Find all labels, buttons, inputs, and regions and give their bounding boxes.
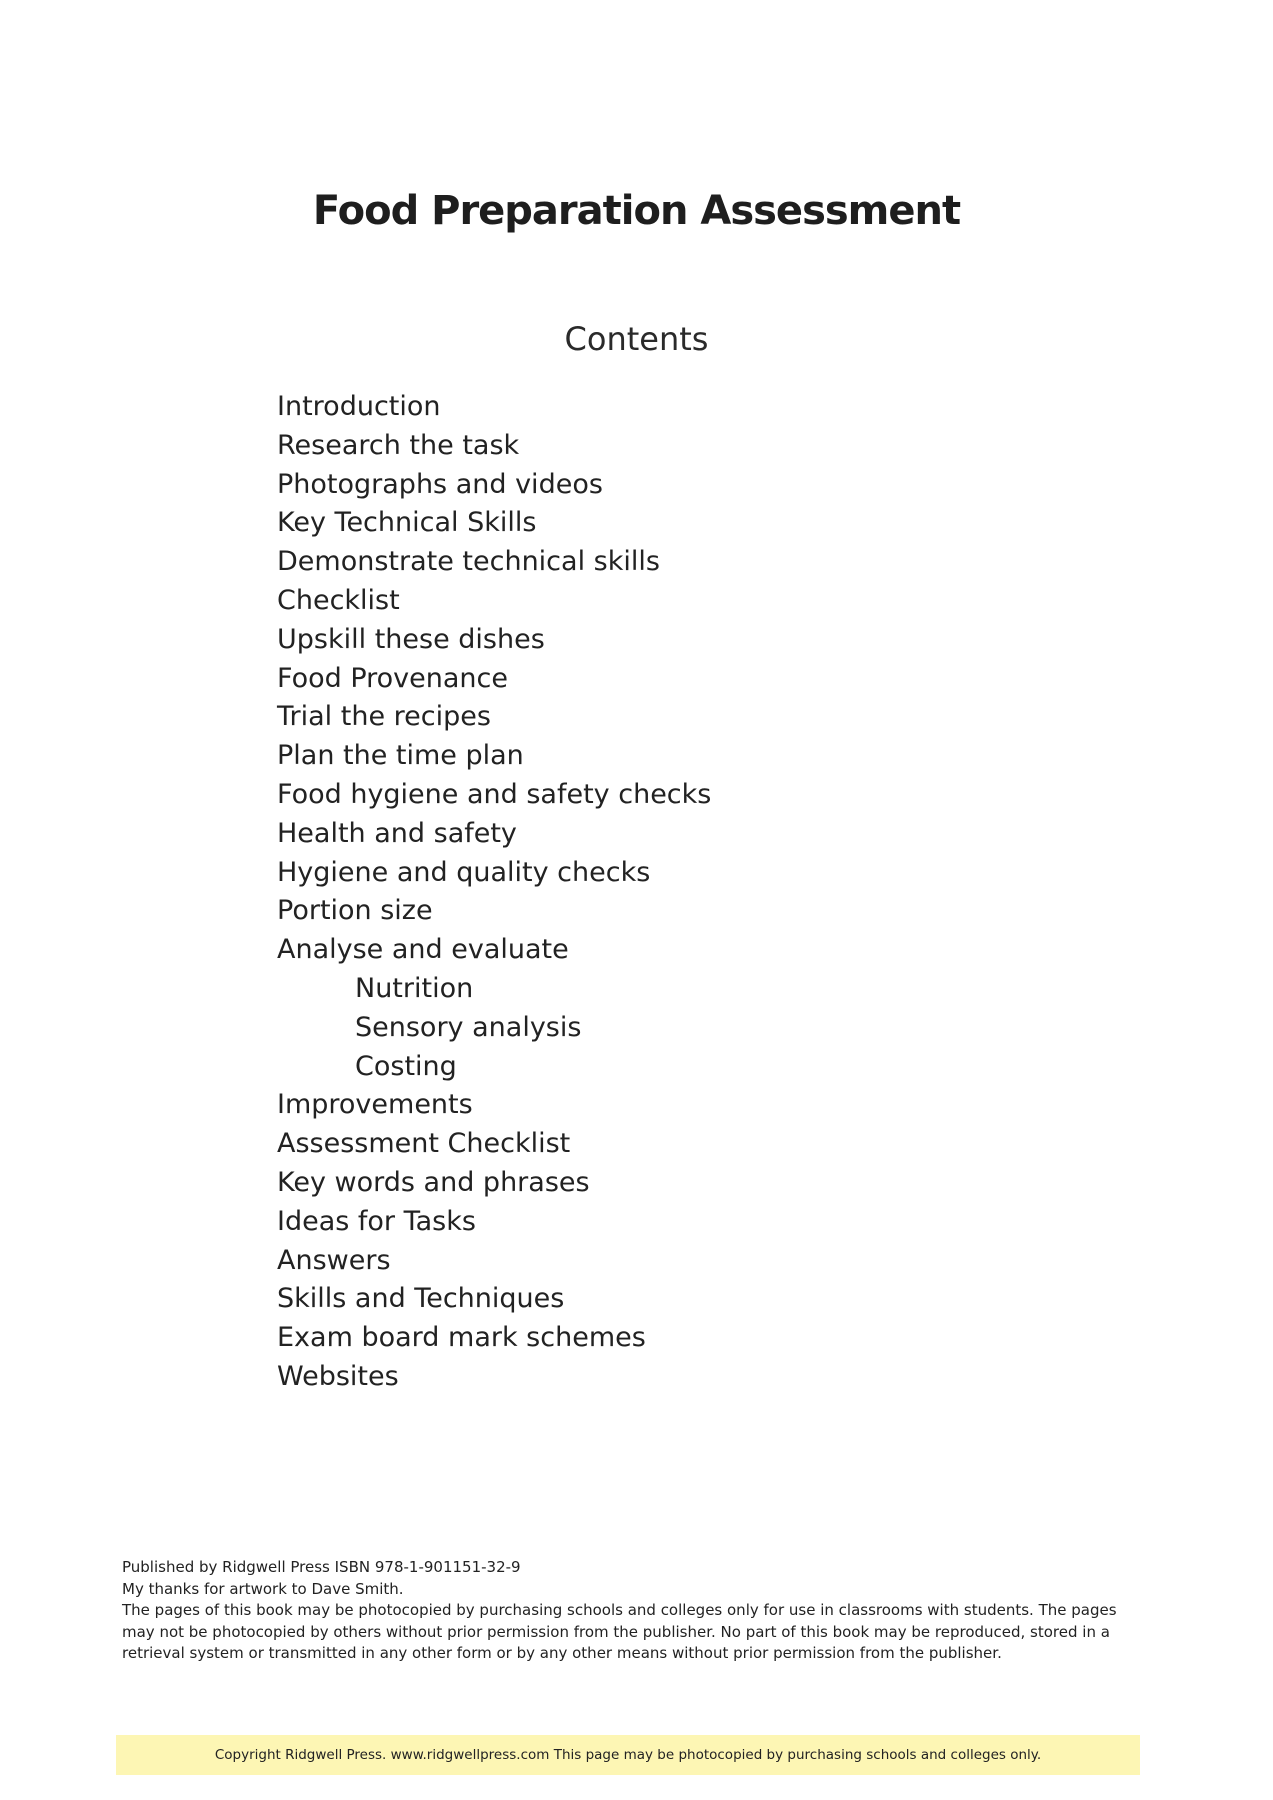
- toc-item: Websites: [277, 1360, 399, 1392]
- toc-item: Food Provenance: [277, 662, 508, 694]
- toc-item: Key words and phrases: [277, 1166, 590, 1198]
- artwork-credit: My thanks for artwork to Dave Smith.: [122, 1579, 404, 1598]
- toc-item: Answers: [277, 1244, 391, 1276]
- toc-item: Ideas for Tasks: [277, 1205, 476, 1237]
- publisher-line: Published by Ridgwell Press ISBN 978-1-901151-32-9: [122, 1558, 521, 1576]
- toc-item: Food hygiene and safety checks: [277, 778, 712, 810]
- toc-item: Health and safety: [277, 817, 517, 849]
- footer-band: [116, 1735, 1140, 1775]
- toc-item: Research the task: [277, 429, 520, 461]
- toc-item: Demonstrate technical skills: [277, 546, 660, 578]
- footer-copyright: Copyright Ridgwell Press. www.ridgwellpress.com This page may be photocopied by purchasing schools and colleges only.: [214, 1747, 1042, 1763]
- publisher-info: [122, 1557, 1152, 1665]
- toc-item: Upskill these dishes: [277, 623, 545, 655]
- copyright-notice: The pages of this book may be photocopied by purchasing schools and colleges only for use in classrooms with students. The pages may not be photocopied by others without prior permission from the publisher. No part of this book may be reproduced, stored in a retrieval system or transmitted in any other form or by any other means without prior permission from the publisher.: [122, 1601, 1117, 1663]
- toc-item: Assessment Checklist: [277, 1128, 571, 1160]
- toc-item: Hygiene and quality checks: [277, 856, 651, 888]
- toc-item: Key Technical Skills: [277, 507, 537, 539]
- table-of-contents: [277, 388, 711, 1397]
- toc-item: Checklist: [277, 584, 400, 616]
- toc-item: Plan the time plan: [277, 740, 524, 772]
- page-title: Food Preparation Assessment: [312, 188, 961, 234]
- toc-subitem: Sensory analysis: [355, 1011, 582, 1043]
- toc-subitem: Costing: [355, 1050, 457, 1082]
- toc-item: Introduction: [277, 391, 441, 422]
- toc-item: Analyse and evaluate: [277, 934, 569, 966]
- toc-item: Photographs and videos: [277, 468, 603, 500]
- toc-item: Skills and Techniques: [277, 1283, 565, 1315]
- toc-item: Exam board mark schemes: [277, 1322, 646, 1354]
- toc-item: Trial the recipes: [277, 701, 491, 733]
- contents-heading: Contents: [564, 320, 709, 358]
- toc-subitem: Nutrition: [355, 972, 474, 1004]
- toc-item: Improvements: [277, 1089, 473, 1121]
- toc-item: Portion size: [277, 895, 433, 927]
